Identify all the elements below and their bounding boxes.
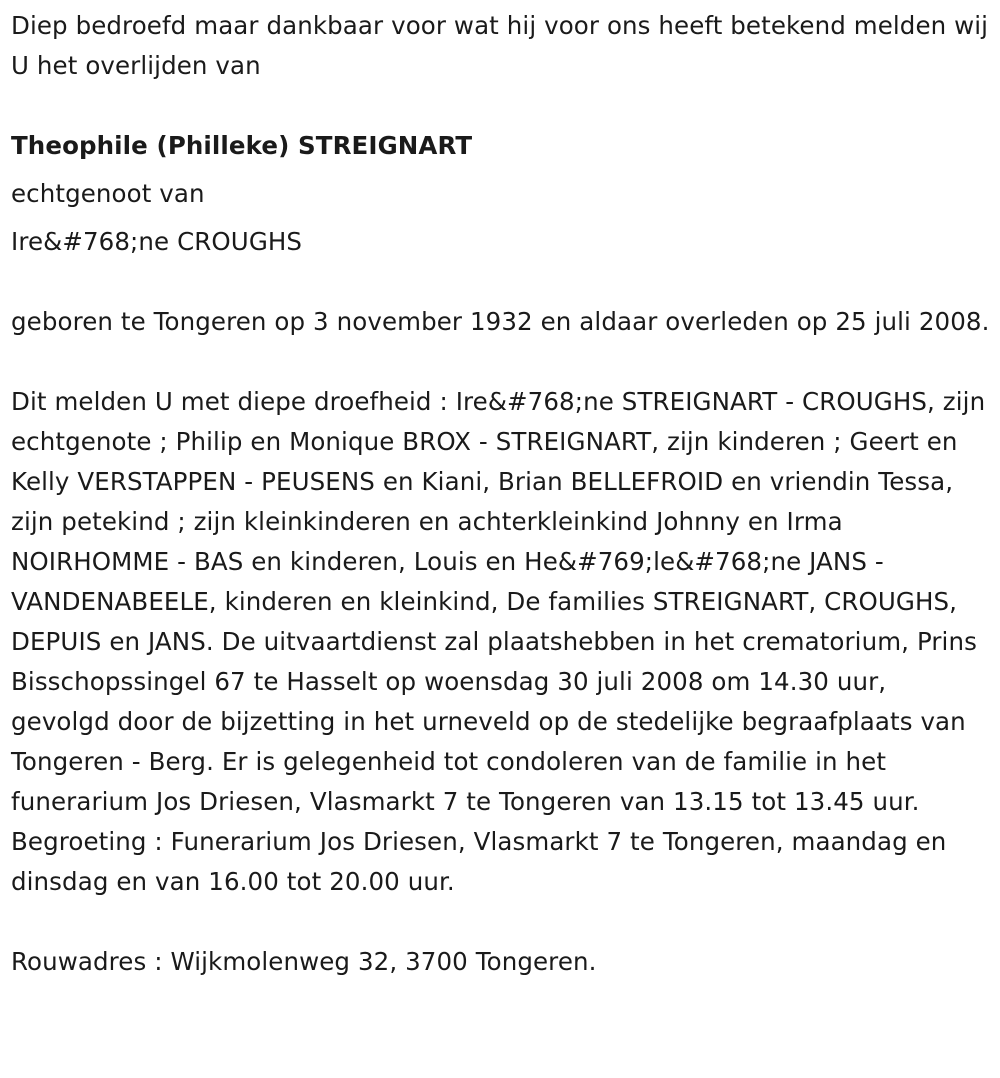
deceased-name: Theophile (Philleke) STREIGNART: [11, 131, 473, 160]
announcement-text: Dit melden U met diepe droefheid : Ire&#768;ne STREIGNART - CROUGHS, zijn echtgenote ; Philip en Monique BROX - STREIGNART, zijn kinderen ; Geert en Kelly VERSTAPPEN - PEUSENS en Kiani, Brian BELLEFROID en vriendin Tessa, zijn petekind ; zijn kleinkinderen en achterkleinkind Johnny en Irma NOIRHOMME - BAS en kinderen, Louis en He&#769;le&#768;ne JANS - VANDENABEELE, kinderen en kleinkind, De families STREIGNART, CROUGHS, DEPUIS en JANS. De uitvaartdienst zal plaatshebben in het crematorium, Prins Bisschopssingel 67 te Hasselt op woensdag 30 juli 2008 om 14.30 uur, gevolgd door de bijzetting in het urneveld op de stedelijke begraafplaats van Tongeren - Berg. Er is gelegenheid tot condoleren van de familie in het funerarium Jos Driesen, Vlasmarkt 7 te Tongeren van 13.15 tot 13.45 uur. Begroeting : Funerarium Jos Driesen, Vlasmarkt 7 te Tongeren, maandag en dinsdag en van 16.00 tot 20.00 uur.: [11, 387, 986, 896]
birth-death-text: geboren te Tongeren op 3 november 1932 en aldaar overleden op 25 juli 2008.: [11, 307, 990, 336]
spouse-label: echtgenoot van: [11, 179, 205, 208]
mourning-address: Rouwadres : Wijkmolenweg 32, 3700 Tongeren.: [11, 947, 597, 976]
spouse-name: Ire&#768;ne CROUGHS: [11, 227, 303, 256]
intro-text: Diep bedroefd maar dankbaar voor wat hij voor ons heeft betekend melden wij U het overlijden van: [11, 11, 989, 80]
obituary-document: [11, 6, 991, 982]
